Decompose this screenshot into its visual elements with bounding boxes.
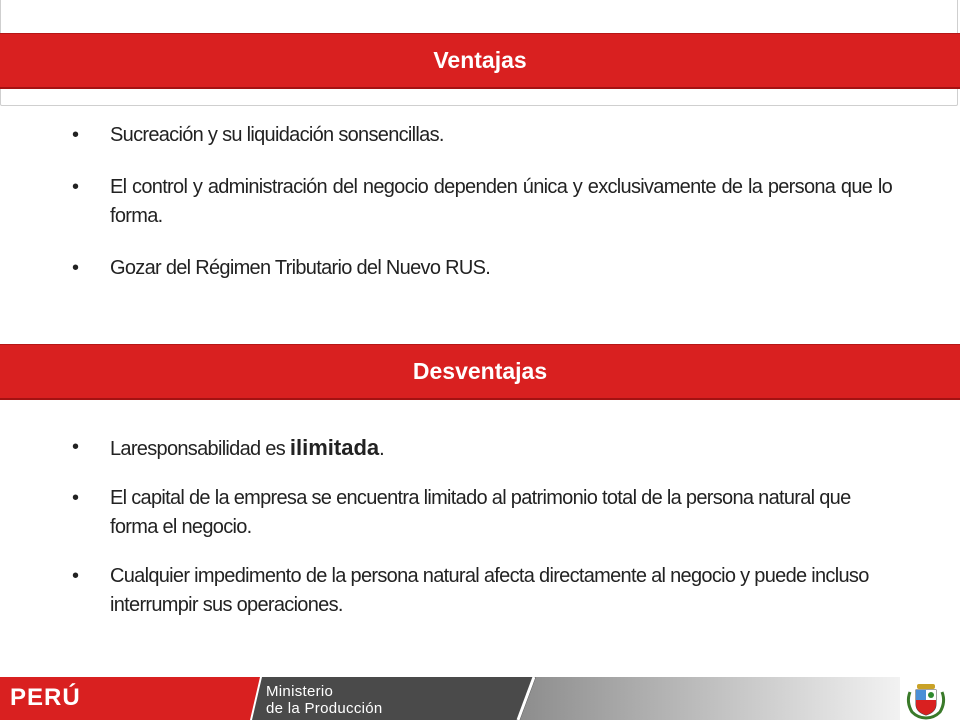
list-item-text: Cualquier impedimento de la persona natural afecta directamente al negocio y puede incluso interrumpir sus operaciones. <box>110 565 869 616</box>
emphasis-word: ilimitada <box>289 435 380 460</box>
list-item <box>72 254 892 283</box>
ministry-line-2: de la Producción <box>266 700 383 717</box>
footer-bar <box>0 677 960 720</box>
list-item-text: Sucreación y su liquidación sonsencillas. <box>110 124 444 146</box>
list-item <box>72 121 892 150</box>
desventajas-list <box>72 433 892 620</box>
list-item <box>72 484 892 542</box>
ventajas-list <box>72 121 892 283</box>
ministry-line-1: Ministerio <box>266 683 334 700</box>
list-item <box>72 562 892 620</box>
footer-background <box>0 677 960 720</box>
list-item <box>72 173 892 231</box>
list-item-text: Gozar del Régimen Tributario del Nuevo RUS. <box>110 257 491 279</box>
ministry-name <box>266 683 383 717</box>
section-title-desventajas: Desventajas <box>0 344 960 400</box>
list-item-text: El control y administración del negocio dependen única y exclusivamente de la persona que lo forma. <box>110 176 892 227</box>
list-item-text: El capital de la empresa se encuentra limitado al patrimonio total de la persona natural que forma el negocio. <box>110 487 851 538</box>
coat-of-arms-icon <box>904 678 948 720</box>
list-item-suffix: . <box>379 438 384 460</box>
section-title-ventajas: Ventajas <box>0 33 960 89</box>
country-logo: PERÚ <box>10 684 81 711</box>
list-item-text: Laresponsabilidad es <box>110 438 290 460</box>
list-item <box>72 433 892 464</box>
